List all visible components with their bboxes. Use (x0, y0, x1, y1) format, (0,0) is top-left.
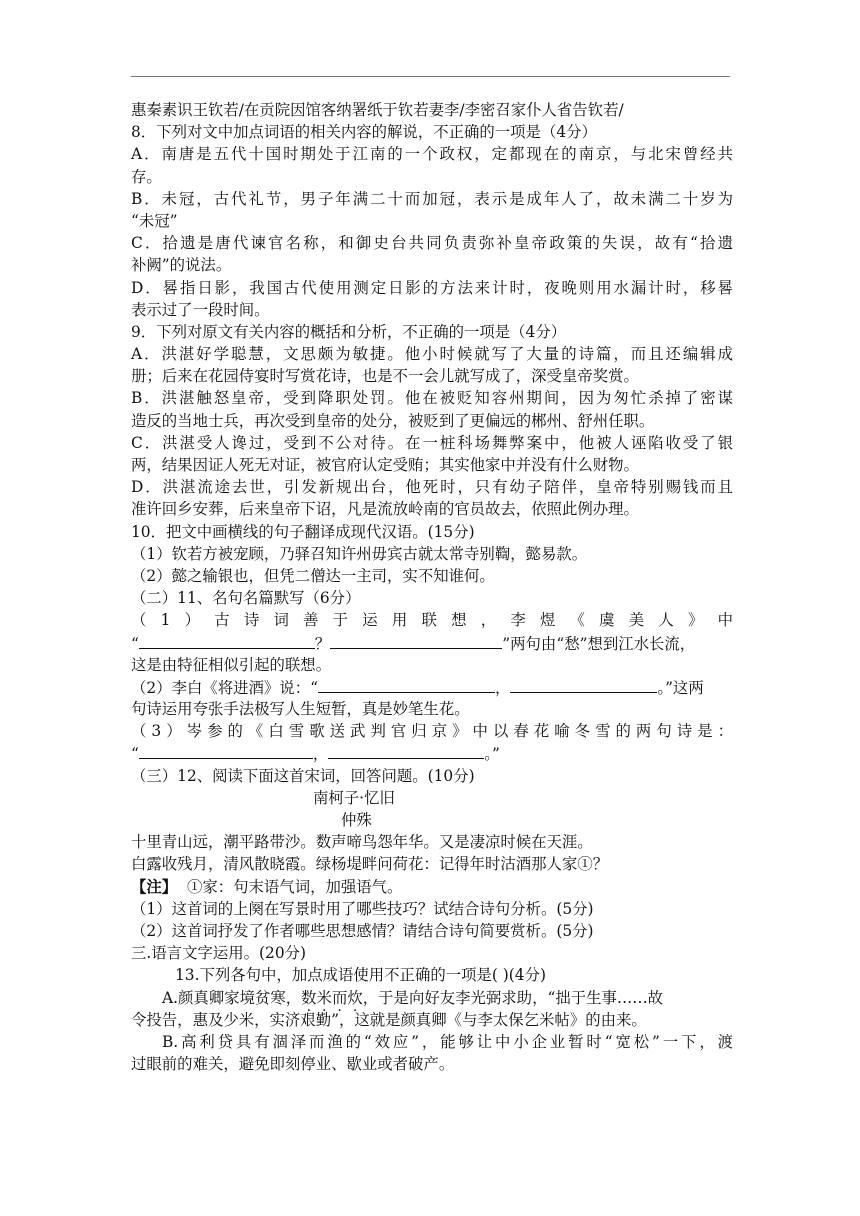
poem-line-1: 十里青山远，潮平路带沙。数声啼鸟怨年华。又是凄凉时候在天涯。 (131, 833, 593, 852)
question-13-stem: 13.下列各句中，加点成语使用不正确的一项是( )(4分) (175, 966, 546, 985)
q8-option-a: A．南唐是五代十国时期处于江南的一个政权，定都现在的南京，与北宋曾经共 (131, 145, 733, 164)
q10-sentence-2: （2）懿之输银也，但凭二僧达一主司，实不知谁何。 (131, 566, 495, 585)
q8-option-d-cont: 表示过了一段时间。 (131, 300, 270, 319)
q12-part-1: （1）这首词的上阕在写景时用了哪些技巧？试结合诗句分析。(5分) (131, 899, 594, 918)
context-line: 惠秦素识王钦若/在贡院因馆客纳署纸于钦若妻李/李密召家仆人省告钦若/ (131, 101, 624, 119)
q12-part-2: （2）这首词抒发了作者哪些思想感情？请结合诗句简要赏析。(5分) (131, 921, 594, 940)
q11-part3-blanks (131, 742, 733, 764)
q9-option-c-cont: 两，结果因证人死无对证，被官府认定受贿；其实他家中并没有什么财物。 (131, 456, 639, 474)
q9-option-d: D．洪湛流途去世，引发新规出台，他死时，只有幼子陪伴，皇帝特别赐钱而且 (131, 478, 733, 497)
q13-option-b: B.高利贷具有涸泽而渔的“效应”，能够让中小企业暂时“宽松”一下，渡 (162, 1032, 733, 1051)
q11-part1-blanks (131, 632, 733, 654)
section-2-title: （二）11、名句名篇默写（6分） (131, 589, 361, 608)
q9-option-b-cont: 造反的当地士兵，再次受到皇帝的处分，被贬到了更偏远的郴州、舒州任职。 (131, 411, 655, 430)
q13-option-a-cont: 令投告，惠及少米，实济艰勤”，这就是颜真卿《与李太保乞米帖》的由来。 (131, 1010, 647, 1029)
answer-blank[interactable] (328, 742, 484, 759)
prompt-head: （2）李白《将进酒》说：“ (131, 678, 318, 697)
q9-option-d-cont: 准许回乡安葬，后来皇帝下诏，凡是流放岭南的官员故去，依照此例办理。 (131, 500, 639, 519)
document-page (131, 99, 733, 1075)
q8-option-a-cont: 存。 (131, 167, 162, 186)
q8-option-d: D．晷指日影，我国古代使用测定日影的方法来计时，夜晚则用水漏计时，移晷 (131, 278, 733, 297)
header-rule (131, 76, 730, 77)
q9-option-a: A．洪湛好学聪慧，文思颇为敏捷。他小时候就写了大量的诗篇，而且还编辑成 (131, 345, 733, 364)
q9-option-a-cont: 册；后来在花园侍宴时写赏花诗，也是不一会儿就写成了，深受皇帝奖赏。 (131, 367, 639, 386)
part-3-title: 三.语言文字运用。(20分) (131, 944, 307, 963)
option-a-head: A.颜真卿家境贫寒， (162, 988, 302, 1007)
separator: ， (494, 678, 511, 697)
section-3-title: （三）12、阅读下面这首宋词，回答问题。(10分) (131, 766, 475, 785)
answer-blank[interactable] (139, 742, 313, 759)
note-text: ①家：句末语气词，加强语气。 (177, 877, 403, 896)
q8-option-b: B．未冠，古代礼节，男子年满二十而加冠，表示是成年人了，故未满二十岁为 (131, 189, 733, 208)
q11-part2-end: 句诗运用夸张手法极写人生短暂，真是妙笔生花。 (131, 700, 470, 719)
q10-sentence-1: （1）钦若方被宠顾，乃驿召知许州毋宾古就太常寺别鞫，懿易款。 (131, 544, 588, 563)
quote-mark: “ (131, 745, 139, 764)
answer-blank[interactable] (510, 676, 657, 693)
question-8-stem: 8．下列对文中加点词语的相关内容的解说，不正确的一项是（4分） (131, 123, 597, 142)
q11-part2-blanks (131, 676, 733, 698)
answer-blank[interactable] (318, 676, 495, 693)
poem-line-2: 白露收残月，清风散晓霞。绿杨堤畔问荷花：记得年时沽酒那人家①？ (131, 855, 609, 874)
prompt-tail: 。”这两 (657, 678, 704, 697)
poem-title: 南柯子·忆旧 (313, 788, 395, 807)
dotted-char: 米 (316, 988, 332, 1007)
q8-option-b-cont: “未冠” (131, 211, 178, 230)
q8-option-c-cont: 补阙”的说法。 (131, 256, 232, 275)
dotted-char: 炊 (347, 988, 363, 1007)
separator: ？ (314, 634, 331, 653)
poem-author: 仲殊 (341, 811, 372, 829)
prompt-tail: 。” (484, 745, 500, 764)
q9-option-c: C．洪湛受人谗过，受到不公对待。在一桩科场舞弊案中，他被人诬陷收受了银 (131, 433, 733, 452)
q13-option-b-cont: 过眼前的难关，避免即刻停业、歇业或者破产。 (131, 1055, 455, 1074)
q11-part1-prompt: （1）古诗词善于运用联想，李煜《虞美人》中 (131, 611, 733, 630)
note-label: 【注】 (131, 877, 178, 896)
prompt-tail: ”两句由“愁”想到江水长流， (502, 634, 696, 653)
q13-option-a (131, 987, 733, 1009)
dotted-char: 数 (301, 988, 317, 1007)
answer-blank[interactable] (330, 632, 502, 649)
answer-blank[interactable] (139, 632, 315, 649)
q11-part3-prompt: （3）岑参的《白雪歌送武判官归京》中以春花喻冬雪的两句诗是： (131, 722, 733, 741)
q9-option-b: B．洪湛触怒皇帝，受到降职处罚。他在被贬知容州期间，因为匆忙杀掉了密谋 (131, 389, 733, 408)
poem-note (131, 876, 733, 898)
separator: ， (312, 745, 329, 764)
q8-option-c: C．拾遗是唐代谏官名称，和御史台共同负责弥补皇帝政策的失误，故有“拾遗 (131, 234, 733, 253)
option-a-tail: ，于是向好友李光弼求助，“拙于生事……故 (362, 988, 664, 1007)
question-10-stem: 10．把文中画横线的句子翻译成现代汉语。(15分) (131, 522, 475, 541)
q11-part1-end: 这是由特征相似引起的联想。 (131, 655, 332, 674)
dotted-char: 而 (331, 988, 348, 1007)
quote-mark: “ (131, 634, 139, 653)
question-9-stem: 9．下列对原文有关内容的概括和分析，不正确的一项是（4分） (131, 322, 567, 341)
